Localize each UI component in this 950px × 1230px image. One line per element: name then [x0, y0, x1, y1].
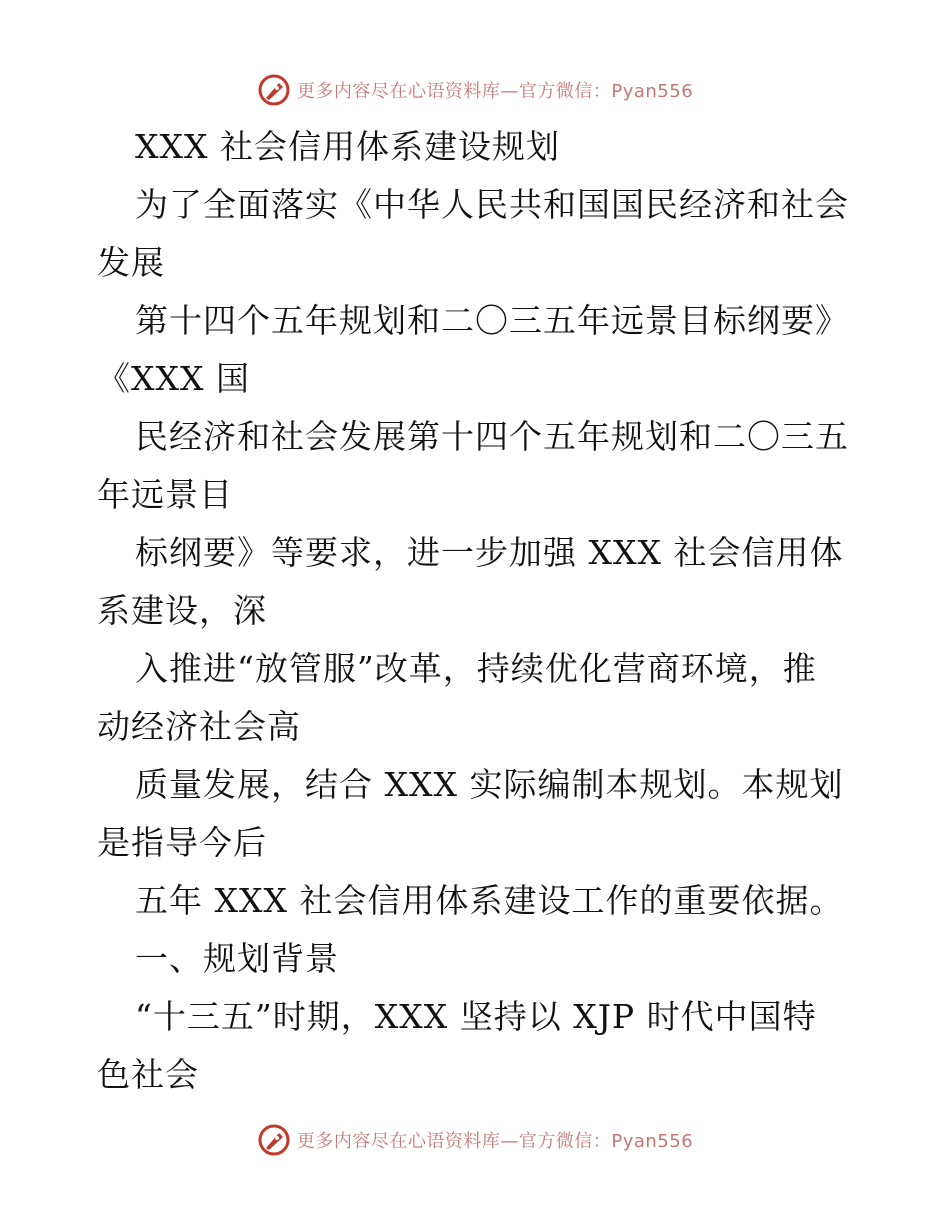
paragraph-line: 五年 XXX 社会信用体系建设工作的重要依据。 — [135, 881, 844, 920]
paragraph-line: 《XXX 国 — [97, 359, 250, 398]
footer-banner-text: 更多内容尽在心语资料库—官方微信：Pyan556 — [296, 1131, 694, 1152]
header-banner-text: 更多内容尽在心语资料库—官方微信：Pyan556 — [296, 81, 694, 102]
paragraph-line: 为了全面落实《中华人民共和国国民经济和社会 — [135, 185, 849, 224]
paragraph-line: 是指导今后 — [97, 823, 267, 862]
pen-nib-logo-icon — [257, 1123, 291, 1157]
section-heading: 一、规划背景 — [135, 939, 339, 978]
paragraph-line: 民经济和社会发展第十四个五年规划和二〇三五 — [135, 417, 849, 456]
paragraph-line: 色社会 — [97, 1055, 199, 1094]
paragraph-line: 质量发展，结合 XXX 实际编制本规划。本规划 — [135, 765, 844, 804]
pen-nib-logo-icon — [257, 73, 291, 107]
header-banner — [0, 70, 950, 110]
paragraph-line: “十三五”时期，XXX 坚持以 XJP 时代中国特 — [135, 997, 817, 1036]
paragraph-line: 第十四个五年规划和二〇三五年远景目标纲要》 — [135, 301, 849, 340]
paragraph-line: 入推进“放管服”改革，持续优化营商环境，推 — [135, 649, 817, 688]
footer-banner — [0, 1120, 950, 1160]
paragraph-line: 系建设，深 — [97, 591, 267, 630]
paragraph-line: 年远景目 — [97, 475, 233, 514]
paragraph-line: 动经济社会高 — [97, 707, 301, 746]
paragraph-line: 标纲要》等要求，进一步加强 XXX 社会信用体 — [135, 533, 844, 572]
paragraph-line: 发展 — [97, 243, 165, 282]
document-body — [97, 118, 857, 1104]
document-title: XXX 社会信用体系建设规划 — [135, 127, 560, 166]
